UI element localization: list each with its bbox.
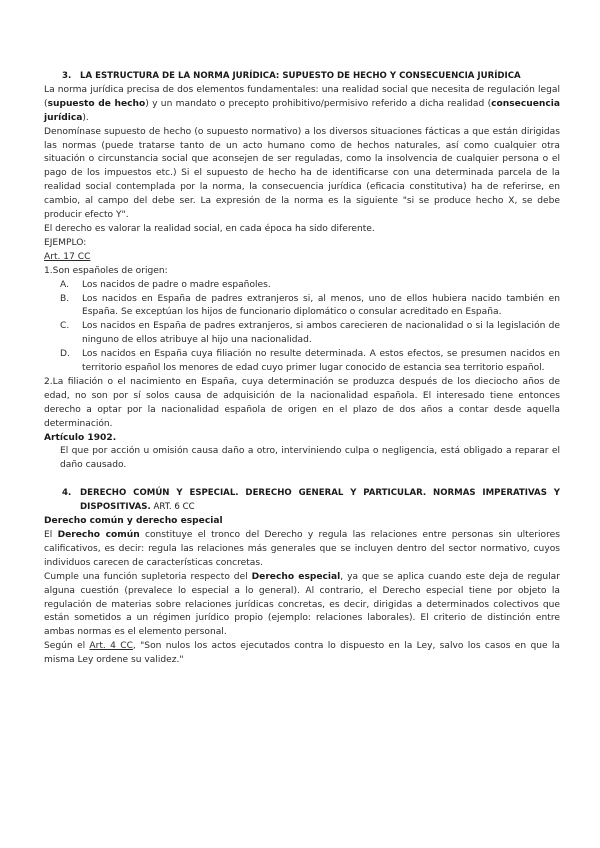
consecuencia-juridica-term: consecuencia jurídica	[44, 98, 560, 123]
section-4-title-text: DERECHO COMÚN Y ESPECIAL. DERECHO GENERAL Y PARTICULAR. NORMAS IMPERATIVAS Y DISPOSITIVAS.	[80, 488, 560, 513]
art-1902-text: El que por acción u omisión causa daño a otro, interviniendo culpa o negligencia, está obligado a reparar el daño causado.	[60, 446, 560, 471]
text-run: , "Son nulos los actos ejecutados contra lo dispuesto en la Ley, salvo los casos en que la misma Ley ordene su validez."	[44, 641, 560, 666]
section-4-title-ref: ART. 6 CC	[150, 502, 195, 513]
list-item-text: Los nacidos en España cuya filiación no resulte determinada. A estos efectos, se presumen nacidos en territorio español los menores de edad cuyo primer lugar conocido de estancia sea territorio español.	[82, 349, 560, 374]
list-item-text: Los nacidos de padre o madre españoles.	[82, 279, 271, 290]
section-4-number: 4.	[62, 488, 72, 499]
list-marker: B.	[60, 293, 70, 304]
section-gap	[44, 473, 560, 487]
section-3-paragraph-4: 2.La filiación o el nacimiento en España, cuya determinación se produzca después de los dieciocho años de edad, no son por sí solos causa de adquisición de la nacionalidad española. El interesado tiene entonces derecho a optar por la nacionalidad española de origen en el plazo de dos años a contar desde aquella determinación.	[44, 376, 560, 429]
art-17-reference: Art. 17 CC	[44, 251, 91, 262]
art-1902-heading: Artículo 1902.	[44, 432, 117, 443]
list-item	[44, 320, 560, 348]
list-marker: A.	[60, 279, 69, 290]
supuesto-de-hecho-term: supuesto de hecho	[47, 98, 146, 109]
text-run: La norma jurídica precisa de dos elementos fundamentales: una realidad social que necesita de regulación legal (	[44, 84, 560, 109]
list-item	[44, 348, 560, 376]
section-3-number: 3.	[62, 71, 72, 81]
text-run: ) y un mandato o precepto prohibitivo/permisivo referido a dicha realidad (	[145, 98, 492, 109]
list-item-text: Los nacidos en España de padres extranjeros si, al menos, uno de ellos hubiera nacido también en España. Se exceptúan los hijos de funcionario diplomático o consular acreditado en España.	[82, 293, 560, 318]
list-item	[44, 279, 560, 293]
text-run: Cumple una función supletoria respecto del	[44, 571, 252, 582]
text-run: , ya que se aplica cuando este deja de regular alguna cuestión (prevalece lo especial a lo general). Al contrario, el Derecho especial tiene por objeto la regulación de materias sobre relaciones jurídicas concretas, es decir, dirigidas a determinados colectivos que están sometidos a un régimen jurídico propio (ejemplo: relaciones laborales). El criterio de distinción entre ambas normas es el elemento personal.	[44, 571, 560, 638]
origin-list	[44, 279, 560, 376]
section-3-paragraph-1	[44, 84, 560, 126]
section-3-paragraph-3: El derecho es valorar la realidad social, en cada época ha sido diferente.	[44, 223, 375, 234]
text-run: Según el	[44, 641, 90, 652]
section-4-paragraph-1	[44, 529, 560, 571]
section-4-subheading: Derecho común y derecho especial	[44, 516, 223, 527]
derecho-comun-term: Derecho común	[57, 530, 140, 540]
text-run: ).	[82, 112, 89, 123]
origin-intro: 1.Son españoles de origen:	[44, 265, 168, 276]
section-3-paragraph-2: Denomínase supuesto de hecho (o supuesto normativo) a los diversos situaciones fácticas a que están dirigidas las normas (puede tratarse tanto de un acto humano como de hechos naturales, así como cualquier otra situación o circunstancia social que aconsejen de ser reguladas, como la insolvencia de cualquier persona o el pago de los impuestos etc.) Si el supuesto de hecho ha de identificarse con una determinada parcela de la realidad social contemplada por la norma, la consecuencia jurídica (eficacia constitutiva) ha de referirse, en cambio, al campo del debe ser. La expresión de la norma es la siguiente "si se produce hecho X, se debe producir efecto Y".	[44, 126, 560, 221]
list-marker: D.	[60, 349, 70, 360]
art-4-reference: Art. 4 CC	[89, 641, 133, 652]
section-4-heading	[44, 487, 560, 515]
text-run: El	[44, 530, 58, 540]
section-4-paragraph-2	[44, 571, 560, 641]
section-3-heading	[44, 70, 560, 84]
section-3-title: LA ESTRUCTURA DE LA NORMA JURÍDICA: SUPUESTO DE HECHO Y CONSECUENCIA JURÍDICA	[80, 71, 521, 81]
document-page	[44, 70, 560, 668]
section-4-title	[80, 487, 560, 515]
example-label: EJEMPLO:	[44, 237, 87, 248]
list-marker: C.	[60, 321, 70, 332]
section-4-paragraph-3	[44, 640, 560, 668]
text-run: constituye el tronco del Derecho y regula las relaciones entre personas sin ulteriores calificativos, es decir: regula las relaciones más generales que se incluyen dentro del sector normativo, cuyos individuos carecen de características concretas.	[44, 530, 560, 568]
list-item-text: Los nacidos en España de padres extranjeros, si ambos carecieren de nacionalidad o si la legislación de ninguno de ellos atribuye al hijo una nacionalidad.	[82, 321, 560, 346]
list-item	[44, 293, 560, 321]
derecho-especial-term: Derecho especial	[251, 571, 341, 582]
